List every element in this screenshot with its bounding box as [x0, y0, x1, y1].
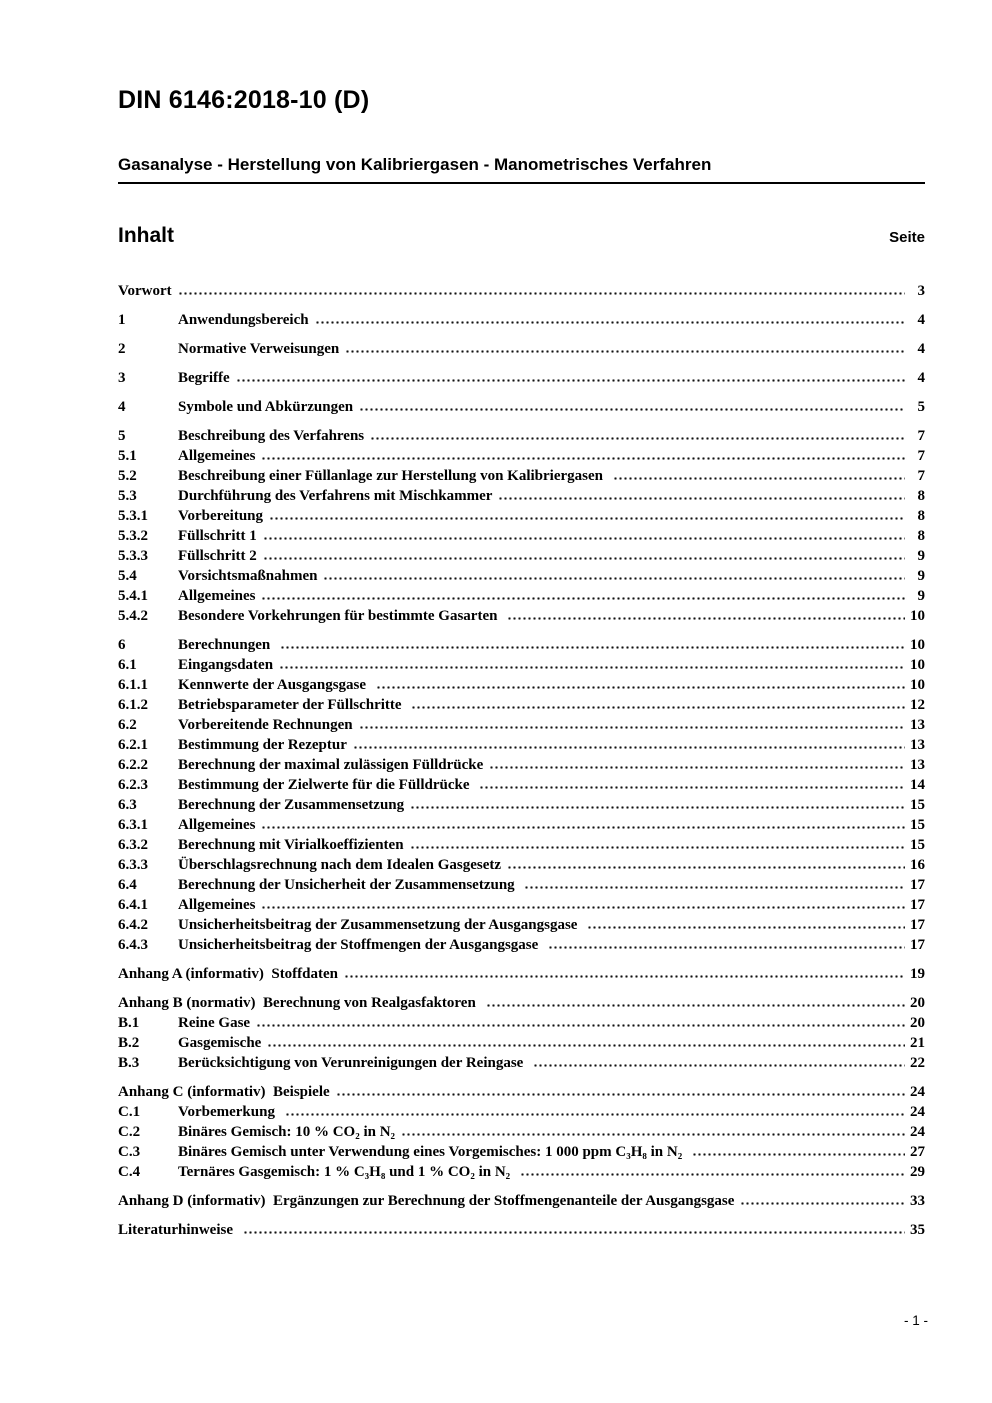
toc-entry-number: C.4	[118, 1164, 141, 1180]
toc-entry	[118, 875, 925, 895]
toc-entry	[118, 1033, 925, 1053]
toc-entry-number: 5.3	[118, 488, 137, 504]
toc-entry-title: Anhang C (informativ) Beispiele	[118, 1084, 330, 1100]
toc-entry-title: Allgemeines	[178, 588, 256, 604]
toc-leader-dots	[269, 517, 905, 520]
toc-leader-dots	[261, 906, 905, 909]
toc-header	[118, 224, 925, 248]
toc-entry-page: 15	[910, 817, 925, 833]
toc-entry-page: 4	[917, 312, 925, 328]
toc-entry-page: 5	[917, 399, 925, 415]
toc-entry	[118, 546, 925, 566]
toc-leader-dots	[261, 457, 905, 460]
toc-entry-number: C.2	[118, 1124, 141, 1140]
toc-entry	[118, 755, 925, 775]
toc-entry-title: Anhang A (informativ) Stoffdaten	[118, 966, 339, 982]
toc-leader-dots	[178, 292, 905, 295]
toc-leader-dots	[498, 497, 905, 500]
toc-entry-page: 13	[910, 717, 925, 733]
title-divider	[118, 182, 925, 184]
toc-entry-page: 3	[917, 283, 925, 299]
toc-entry-title: Unsicherheitsbeitrag der Zusammensetzung der Ausgangsgase	[178, 917, 582, 933]
toc-entry-page: 29	[910, 1164, 925, 1180]
toc-leader-dots	[411, 706, 905, 709]
toc-entry-title: Kennwerte der Ausgangsgase	[178, 677, 370, 693]
toc-entry-number: 2	[118, 341, 126, 357]
toc-leader-dots	[548, 946, 905, 949]
toc-entry-number: 6.3	[118, 797, 137, 813]
toc-entry-title: Überschlagsrechnung nach dem Idealen Gasgesetz	[178, 857, 502, 873]
toc-entry-number: 5.3.3	[118, 548, 148, 564]
toc-entry-number: 5	[118, 428, 126, 444]
toc-entry-title: Berechnung mit Virialkoeffizienten	[178, 837, 404, 853]
toc-leader-dots	[261, 826, 905, 829]
toc-leader-dots	[507, 866, 905, 869]
toc-entry-page: 8	[917, 508, 925, 524]
toc-entry-title: Begriffe	[178, 370, 230, 386]
toc-entry-number: 5.3.2	[118, 528, 148, 544]
toc-entry-page: 21	[910, 1035, 925, 1051]
toc-entry-number: 6.1.2	[118, 697, 148, 713]
toc-entry-page: 7	[917, 428, 925, 444]
toc-leader-dots	[613, 477, 905, 480]
toc-entry	[118, 1162, 925, 1182]
toc-entry-title: Durchführung des Verfahrens mit Mischkammer	[178, 488, 493, 504]
toc-leader-dots	[489, 766, 905, 769]
toc-entry-number: 6.4.3	[118, 937, 148, 953]
toc-leader-dots	[344, 975, 905, 978]
toc-entry-title: Gasgemische	[178, 1035, 262, 1051]
toc-entry-page: 33	[910, 1193, 925, 1209]
toc-entry	[118, 655, 925, 675]
toc-entry	[118, 586, 925, 606]
toc-entry	[118, 775, 925, 795]
toc-entry-page: 9	[917, 548, 925, 564]
toc-leader-dots	[740, 1202, 905, 1205]
toc-entry-number: 1	[118, 312, 126, 328]
toc-entry-page: 9	[917, 568, 925, 584]
toc-entry	[118, 281, 925, 301]
toc-entry	[118, 1082, 925, 1102]
toc-entry-page: 15	[910, 837, 925, 853]
toc-leader-dots	[261, 597, 905, 600]
toc-entry-page: 14	[910, 777, 925, 793]
toc-entry	[118, 339, 925, 359]
toc-entry-title: Anhang B (normativ) Berechnung von Realgasfaktoren	[118, 995, 480, 1011]
toc-entry	[118, 993, 925, 1013]
toc-entry	[118, 964, 925, 984]
page-number-footer: - 1 -	[903, 1313, 928, 1328]
toc-entry-page: 12	[910, 697, 925, 713]
toc-entry	[118, 397, 925, 417]
toc-entry-number: 5.2	[118, 468, 137, 484]
toc-entry-title: Symbole und Abkürzungen	[178, 399, 354, 415]
document-title: Gasanalyse - Herstellung von Kalibriergasen - Manometrisches Verfahren	[118, 155, 712, 174]
toc-entry-number: C.3	[118, 1144, 141, 1160]
toc-entry-title: Berechnung der Unsicherheit der Zusammensetzung	[178, 877, 519, 893]
toc-leader-dots	[236, 379, 905, 382]
toc-entry-title: Normative Verweisungen	[178, 341, 340, 357]
toc-entry-number: 6.2.3	[118, 777, 148, 793]
toc-entry	[118, 835, 925, 855]
toc-entry-page: 24	[910, 1124, 925, 1140]
toc-entry-title: Berücksichtigung von Verunreinigungen der Reingase	[178, 1055, 528, 1071]
toc-entry-title: Anwendungsbereich	[178, 312, 309, 328]
toc-entry-number: 6.3.3	[118, 857, 148, 873]
toc-entry-number: B.2	[118, 1035, 140, 1051]
toc-entry-title: Eingangsdaten	[178, 657, 274, 673]
toc-entry	[118, 426, 925, 446]
toc-entry	[118, 635, 925, 655]
toc-entry-page: 19	[910, 966, 925, 982]
toc-entry-number: 6.3.1	[118, 817, 148, 833]
toc-leader-dots	[345, 350, 905, 353]
toc-entry-page: 24	[910, 1084, 925, 1100]
toc-entry-title: Berechnung der maximal zulässigen Fülldrücke	[178, 757, 484, 773]
toc-entry	[118, 368, 925, 388]
toc-leader-dots	[370, 437, 905, 440]
toc-leader-dots	[359, 408, 905, 411]
toc-entry-number: 5.1	[118, 448, 137, 464]
toc-entry	[118, 795, 925, 815]
toc-entry-title: Vorbereitende Rechnungen	[178, 717, 353, 733]
toc-entry-number: 6.4.2	[118, 917, 148, 933]
toc-entry	[118, 606, 925, 626]
toc-entry-page: 13	[910, 737, 925, 753]
toc-leader-dots	[479, 786, 905, 789]
toc-entry-title: Allgemeines	[178, 448, 256, 464]
toc-leader-dots	[587, 926, 905, 929]
toc-entry-title: Literaturhinweise	[118, 1222, 237, 1238]
toc-leader-dots	[692, 1153, 905, 1156]
toc-entry-page: 35	[910, 1222, 925, 1238]
toc-entry-number: 4	[118, 399, 126, 415]
toc-entry-title: Beschreibung des Verfahrens	[178, 428, 365, 444]
toc-entry-title: Binäres Gemisch: 10 % CO₂ in N₂	[178, 1124, 396, 1140]
toc-entry-number: 6.3.2	[118, 837, 148, 853]
toc-entry	[118, 715, 925, 735]
toc-entry	[118, 506, 925, 526]
toc-entry-page: 9	[917, 588, 925, 604]
toc-entry-title: Betriebsparameter der Füllschritte	[178, 697, 406, 713]
toc-entry	[118, 486, 925, 506]
toc-entry-page: 15	[910, 797, 925, 813]
toc-entry	[118, 915, 925, 935]
toc-entry-title: Beschreibung einer Füllanlage zur Herstellung von Kalibriergasen	[178, 468, 607, 484]
toc-entry	[118, 310, 925, 330]
toc-entry-page: 27	[910, 1144, 925, 1160]
toc-entry-page: 8	[917, 528, 925, 544]
toc-entry-number: 5.4.1	[118, 588, 148, 604]
toc-leader-dots	[256, 1024, 905, 1027]
toc-entry-page: 8	[917, 488, 925, 504]
toc-entry	[118, 695, 925, 715]
toc-entry-page: 4	[917, 370, 925, 386]
toc-entry-page: 17	[910, 937, 925, 953]
toc-entry-number: 6.1.1	[118, 677, 148, 693]
toc-entry	[118, 735, 925, 755]
toc-entry	[118, 1102, 925, 1122]
toc-leader-dots	[524, 886, 905, 889]
toc-entry	[118, 895, 925, 915]
toc-entry-title: Anhang D (informativ) Ergänzungen zur Berechnung der Stoffmengenanteile der Ausgangsgase	[118, 1193, 735, 1209]
toc-entry-title: Füllschritt 1	[178, 528, 257, 544]
toc-entry-page: 16	[910, 857, 925, 873]
toc-entry-number: 6.2.2	[118, 757, 148, 773]
toc-entry-page: 10	[910, 608, 925, 624]
toc-entry	[118, 675, 925, 695]
toc-entry	[118, 526, 925, 546]
toc-leader-dots	[263, 537, 905, 540]
toc-entry-page: 10	[910, 657, 925, 673]
toc-entry-number: 5.3.1	[118, 508, 148, 524]
toc-leader-dots	[285, 1113, 905, 1116]
toc-entry-page: 4	[917, 341, 925, 357]
toc-entry-number: 6.1	[118, 657, 137, 673]
toc-entry-title: Allgemeines	[178, 897, 256, 913]
toc-entry	[118, 935, 925, 955]
toc-leader-dots	[486, 1004, 905, 1007]
toc-entry	[118, 1220, 925, 1240]
toc-entry	[118, 815, 925, 835]
toc-entry-title: Füllschritt 2	[178, 548, 257, 564]
toc-entry-title: Berechnung der Zusammensetzung	[178, 797, 405, 813]
toc-entry	[118, 466, 925, 486]
toc-entry-title: Besondere Vorkehrungen für bestimmte Gasarten	[178, 608, 502, 624]
toc-leader-dots	[376, 686, 905, 689]
toc-entry-number: 5.4.2	[118, 608, 148, 624]
toc-leader-dots	[280, 646, 905, 649]
toc-entry-page: 17	[910, 877, 925, 893]
toc-leader-dots	[533, 1064, 905, 1067]
toc-entry-number: C.1	[118, 1104, 141, 1120]
toc-leader-dots	[267, 1044, 905, 1047]
toc-entry-title: Bestimmung der Zielwerte für die Fülldrücke	[178, 777, 474, 793]
toc-list	[118, 281, 925, 1240]
toc-leader-dots	[401, 1133, 905, 1136]
toc-entry-title: Vorwort	[118, 283, 172, 299]
toc-entry-number: 6.2	[118, 717, 137, 733]
toc-entry-title: Unsicherheitsbeitrag der Stoffmengen der Ausgangsgase	[178, 937, 543, 953]
toc-entry-number: B.3	[118, 1055, 140, 1071]
toc-entry-number: 6	[118, 637, 126, 653]
toc-page-column-label: Seite	[889, 229, 925, 246]
toc-leader-dots	[359, 726, 905, 729]
toc-leader-dots	[520, 1173, 905, 1176]
toc-entry-page: 22	[910, 1055, 925, 1071]
toc-entry-title: Binäres Gemisch unter Verwendung eines Vorgemisches: 1 000 ppm C₃H₈ in N₂	[178, 1144, 686, 1160]
toc-leader-dots	[315, 321, 905, 324]
toc-entry	[118, 566, 925, 586]
toc-entry-title: Allgemeines	[178, 817, 256, 833]
toc-entry-number: 3	[118, 370, 126, 386]
toc-entry-title: Vorbemerkung	[178, 1104, 279, 1120]
toc-entry-number: 6.4.1	[118, 897, 148, 913]
toc-entry	[118, 855, 925, 875]
document-number: DIN 6146:2018-10 (D)	[118, 86, 370, 114]
toc-entry-title: Vorsichtsmaßnahmen	[178, 568, 318, 584]
toc-entry-page: 13	[910, 757, 925, 773]
toc-leader-dots	[507, 617, 905, 620]
toc-entry	[118, 1053, 925, 1073]
toc-entry	[118, 446, 925, 466]
toc-heading: Inhalt	[118, 224, 174, 247]
toc-entry	[118, 1122, 925, 1142]
toc-leader-dots	[279, 666, 905, 669]
toc-entry-page: 17	[910, 917, 925, 933]
toc-entry-number: B.1	[118, 1015, 140, 1031]
toc-entry	[118, 1142, 925, 1162]
toc-entry-title: Berechnungen	[178, 637, 274, 653]
toc-leader-dots	[263, 557, 905, 560]
toc-entry-title: Reine Gase	[178, 1015, 251, 1031]
toc-entry-number: 6.2.1	[118, 737, 148, 753]
toc-leader-dots	[410, 846, 905, 849]
toc-leader-dots	[243, 1231, 905, 1234]
toc-entry-number: 6.4	[118, 877, 137, 893]
toc-entry-title: Bestimmung der Rezeptur	[178, 737, 347, 753]
toc-entry-title: Vorbereitung	[178, 508, 264, 524]
toc-entry-page: 20	[910, 995, 925, 1011]
toc-entry-page: 17	[910, 897, 925, 913]
toc-entry-page: 10	[910, 637, 925, 653]
toc-leader-dots	[336, 1093, 905, 1096]
toc-entry	[118, 1013, 925, 1033]
toc-entry-number: 5.4	[118, 568, 137, 584]
toc-leader-dots	[410, 806, 905, 809]
toc-leader-dots	[353, 746, 905, 749]
toc-entry-page: 20	[910, 1015, 925, 1031]
toc-entry	[118, 1191, 925, 1211]
toc-entry-page: 24	[910, 1104, 925, 1120]
toc-entry-page: 7	[917, 448, 925, 464]
toc-leader-dots	[323, 577, 905, 580]
toc-entry-page: 10	[910, 677, 925, 693]
toc-entry-page: 7	[917, 468, 925, 484]
toc-entry-title: Ternäres Gasgemisch: 1 % C₃H₈ und 1 % CO₂ in N₂	[178, 1164, 514, 1180]
